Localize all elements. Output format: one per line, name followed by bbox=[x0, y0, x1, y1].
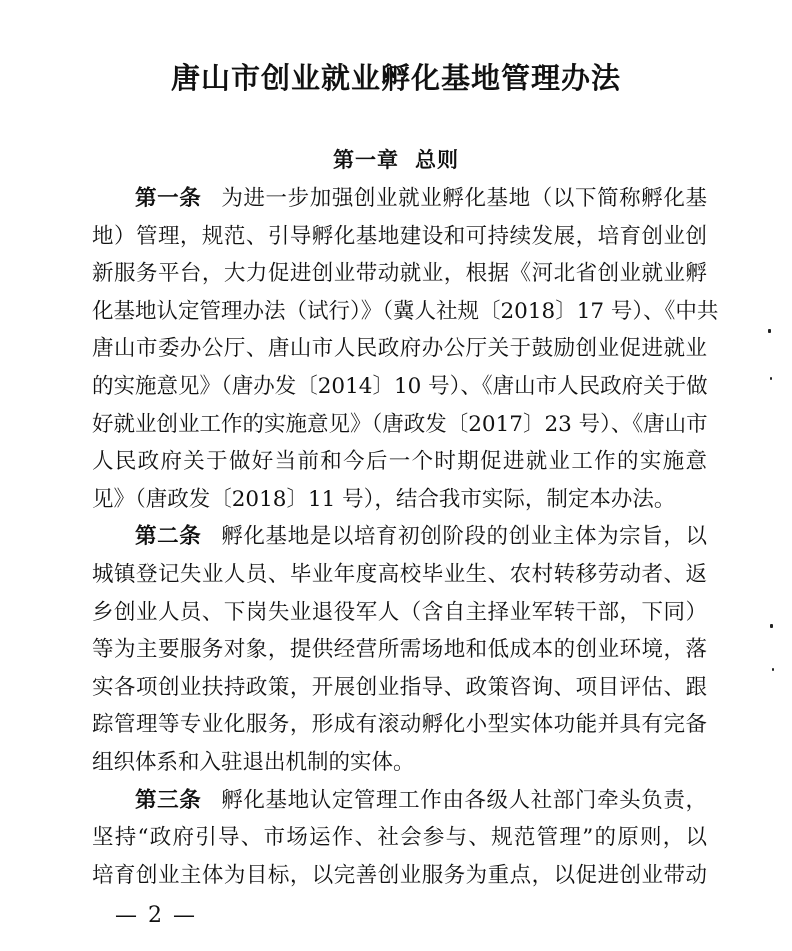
document-body bbox=[92, 180, 719, 894]
article-line: 好就业创业工作的实施意见》（唐政发〔2017〕23 号）、《唐山市 bbox=[92, 411, 708, 437]
scan-speck bbox=[770, 377, 772, 380]
article-line: 见》（唐政发〔2018〕11 号），结合我市实际，制定本办法。 bbox=[92, 486, 676, 512]
chapter-number: 第一章 bbox=[333, 148, 399, 172]
article-line: 的实施意见》（唐办发〔2014〕10 号）、《唐山市人民政府关于做 bbox=[92, 373, 708, 399]
chapter-name: 总则 bbox=[415, 148, 459, 172]
article-line: 化基地认定管理办法（试行）》（冀人社规〔2018〕17 号）、《中共 bbox=[92, 298, 719, 324]
article-3 bbox=[92, 782, 707, 895]
article-line: 人民政府关于做好当前和今后一个时期促进就业工作的实施意 bbox=[92, 449, 707, 475]
article-line bbox=[92, 518, 707, 556]
article-line: 城镇登记失业人员、毕业年度高校毕业生、农村转移劳动者、返 bbox=[92, 561, 707, 587]
article-text: 孵化基地认定管理工作由各级人社部门牵头负责， bbox=[221, 787, 707, 813]
article-line bbox=[92, 782, 707, 820]
article-line: 乡创业人员、下岗失业退役军人（含自主择业军转干部，下同） bbox=[92, 599, 707, 625]
article-1 bbox=[92, 180, 719, 518]
scan-speck bbox=[772, 668, 774, 671]
article-line bbox=[92, 180, 707, 218]
scan-speck bbox=[770, 624, 773, 628]
article-text: 孵化基地是以培育初创阶段的创业主体为宗旨，以 bbox=[221, 524, 707, 550]
article-line: 培育创业主体为目标，以完善创业服务为重点，以促进创业带动 bbox=[92, 862, 707, 888]
chapter-heading bbox=[0, 145, 792, 175]
article-label: 第二条 bbox=[135, 524, 202, 550]
article-line: 地）管理，规范、引导孵化基地建设和可持续发展，培育创业创 bbox=[92, 223, 707, 249]
article-2 bbox=[92, 518, 707, 781]
article-line: 坚持“政府引导、市场运作、社会参与、规范管理”的原则，以 bbox=[92, 825, 707, 851]
article-label: 第三条 bbox=[135, 787, 202, 813]
article-label: 第一条 bbox=[135, 186, 202, 211]
article-line: 等为主要服务对象，提供经营所需场地和低成本的创业环境，落 bbox=[92, 637, 707, 663]
scan-speck bbox=[768, 329, 771, 333]
article-line: 唐山市委办公厅、唐山市人民政府办公厅关于鼓励创业促进就业 bbox=[92, 336, 707, 362]
article-line: 踪管理等专业化服务，形成有滚动孵化小型实体功能并具有完备 bbox=[92, 712, 707, 738]
article-line: 新服务平台，大力促进创业带动就业，根据《河北省创业就业孵 bbox=[92, 261, 707, 287]
article-line: 实各项创业扶持政策，开展创业指导、政策咨询、项目评估、跟 bbox=[92, 674, 707, 700]
article-line: 组织体系和入驻退出机制的实体。 bbox=[92, 749, 415, 775]
page-number: — 2 — bbox=[115, 903, 197, 928]
document-title: 唐山市创业就业孵化基地管理办法 bbox=[170, 61, 621, 95]
article-text: 为进一步加强创业就业孵化基地（以下简称孵化基 bbox=[221, 186, 707, 211]
